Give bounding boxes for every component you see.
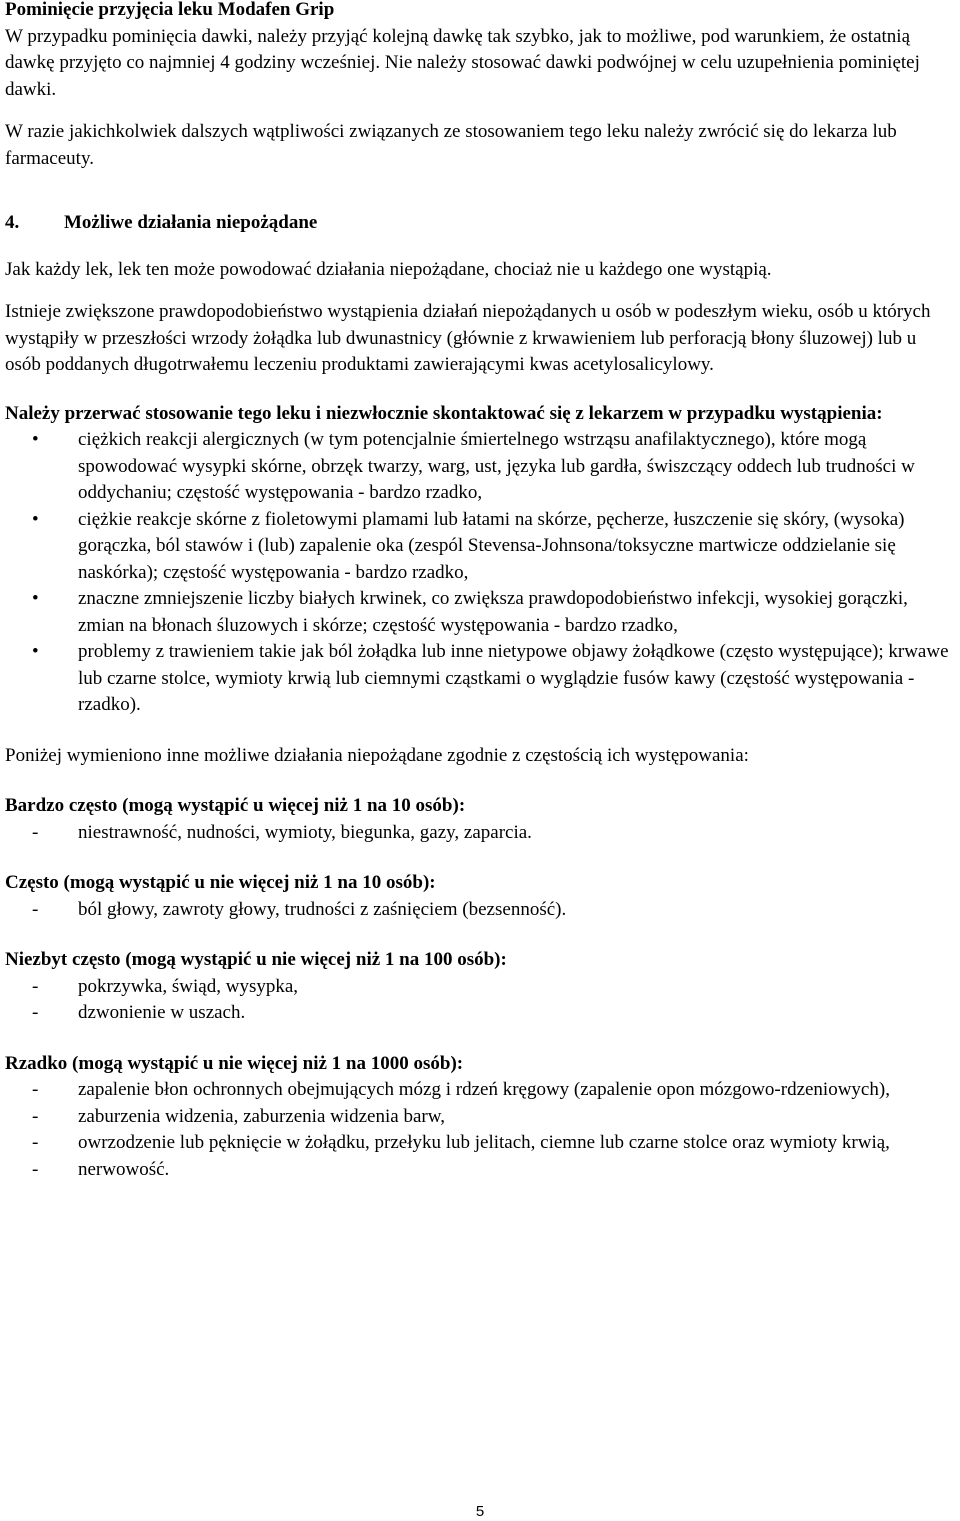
list-item-text: niestrawność, nudności, wymioty, biegunka, gazy, zaparcia. — [78, 821, 532, 843]
rare-list — [5, 1077, 955, 1183]
frequency-heading-uncommon: Niezbyt często (mogą wystąpić u nie więcej niż 1 na 100 osób): — [5, 949, 507, 970]
list-item-text: ciężkie reakcje skórne z fioletowymi plamami lub łatami na skórze, pęcherze, łuszczenie się skóry, (wysoka) gorączka, ból stawów i (lub) zapalenie oka (zespól Stevensa-Johnsona/toksyczne martwicze oddzielanie się naskórka); częstość występowania - bardzo rzadko, — [78, 508, 905, 583]
missed-dose-heading: Pominięcie przyjęcia leku Modafen Grip — [5, 0, 335, 20]
frequency-heading-common: Często (mogą wystąpić u nie więcej niż 1 na 10 osób): — [5, 872, 436, 893]
list-item-text: znaczne zmniejszenie liczby białych krwinek, co zwiększa prawdopodobieństwo infekcji, wysokiej gorączki, zmian na błonach śluzowych i skórze; częstość występowania - bardzo rzadko, — [78, 588, 908, 636]
bullet-icon: • — [32, 429, 39, 450]
dash-icon: - — [32, 898, 39, 920]
frequency-heading-very-common: Bardzo często (mogą wystąpić u więcej niż 1 na 10 osób): — [5, 795, 466, 816]
list-item-text: owrzodzenie lub pęknięcie w żołądku, przełyku lub jelitach, ciemne lub czarne stolce oraz wymioty krwią, — [78, 1132, 890, 1153]
intro-paragraph: Jak każdy lek, lek ten może powodować działania niepożądane, chociaż nie u każdego one wystąpią. — [5, 258, 772, 280]
dash-icon: - — [32, 1132, 39, 1153]
list-item-text: dzwonienie w uszach. — [78, 1002, 246, 1023]
list-item-text: ból głowy, zawroty głowy, trudności z zaśnięciem (bezsenność). — [78, 898, 567, 920]
list-item — [5, 639, 955, 719]
list-item — [5, 1157, 955, 1184]
very-common-list — [5, 820, 955, 847]
doubts-paragraph: W razie jakichkolwiek dalszych wątpliwości związanych ze stosowaniem tego leku należy zwrócić się do lekarza lub farmaceuty. — [5, 121, 897, 169]
bullet-icon: • — [32, 588, 39, 609]
list-item — [5, 507, 955, 587]
dash-icon: - — [32, 1079, 39, 1100]
list-item — [5, 1000, 955, 1027]
list-item — [5, 427, 955, 507]
list-item-text: zapalenie błon ochronnych obejmujących mózg i rdzeń kręgowy (zapalenie opon mózgowo-rdzeniowych), — [78, 1079, 890, 1100]
other-effects-intro: Poniżej wymieniono inne możliwe działania niepożądane zgodnie z częstością ich występowania: — [5, 744, 749, 766]
dash-icon: - — [32, 821, 39, 843]
document-page — [5, 0, 955, 1183]
dash-icon: - — [32, 975, 39, 997]
list-item — [5, 1130, 955, 1157]
missed-dose-paragraph: W przypadku pominięcia dawki, należy przyjąć kolejną dawkę tak szybko, jak to możliwe, pod warunkiem, że ostatnią dawkę przyjęto co najmniej 4 godziny wcześniej. Nie należy stosować dawki podwójnej w celu uzupełnienia pominiętej dawki. — [5, 25, 920, 100]
list-item-text: zaburzenia widzenia, zaburzenia widzenia barw, — [78, 1105, 445, 1127]
list-item — [5, 1104, 955, 1131]
list-item — [5, 897, 955, 924]
bullet-icon: • — [32, 508, 39, 530]
uncommon-list — [5, 974, 955, 1027]
dash-icon: - — [32, 1158, 39, 1180]
list-item-text: ciężkich reakcji alergicznych (w tym potencjalnie śmiertelnego wstrząsu anafilaktycznego), które mogą spowodować wysypki skórne, obrzęk twarzy, warg, ust, języka lub gardła, świszczący oddech lub trudności w oddychaniu; częstość występowania - bardzo rzadko, — [78, 429, 915, 503]
stop-heading: Należy przerwać stosowanie tego leku i niezwłocznie skontaktować się z lekarzem w przypadku wystąpienia: — [5, 402, 883, 424]
list-item — [5, 820, 955, 847]
section-number: 4. — [5, 212, 20, 233]
section-4-title — [5, 210, 955, 237]
list-item-text: nerwowość. — [78, 1158, 170, 1180]
frequency-heading-rare: Rzadko (mogą wystąpić u nie więcej niż 1 na 1000 osób): — [5, 1052, 464, 1074]
page-number: 5 — [475, 1503, 485, 1520]
dash-icon: - — [32, 1105, 39, 1127]
section-title-text: Możliwe działania niepożądane — [64, 212, 318, 233]
risk-paragraph: Istnieje zwiększone prawdopodobieństwo wystąpienia działań niepożądanych u osób w podeszłym wieku, osób u których wystąpiły w przeszłości wrzody żołądka lub dwunastnicy (głównie z krwawieniem lub perforacją błony śluzowej) lub u osób poddanych długotrwałemu leczeniu produktami zawierającymi kwas acetylosalicylowy. — [5, 301, 931, 375]
bullet-icon: • — [32, 641, 39, 662]
dash-icon: - — [32, 1002, 39, 1023]
list-item-text: problemy z trawieniem takie jak ból żołądka lub inne nietypowe objawy żołądkowe (często występujące); krwawe lub czarne stolce, wymioty krwią lub ciemnymi cząstkami o wyglądzie fusów kawy (częstość występowania - rzadko). — [78, 641, 949, 715]
common-list — [5, 897, 955, 924]
list-item-text: pokrzywka, świąd, wysypka, — [78, 975, 299, 997]
list-item — [5, 974, 955, 1001]
list-item — [5, 1077, 955, 1104]
list-item — [5, 586, 955, 639]
serious-effects-list — [5, 427, 955, 719]
